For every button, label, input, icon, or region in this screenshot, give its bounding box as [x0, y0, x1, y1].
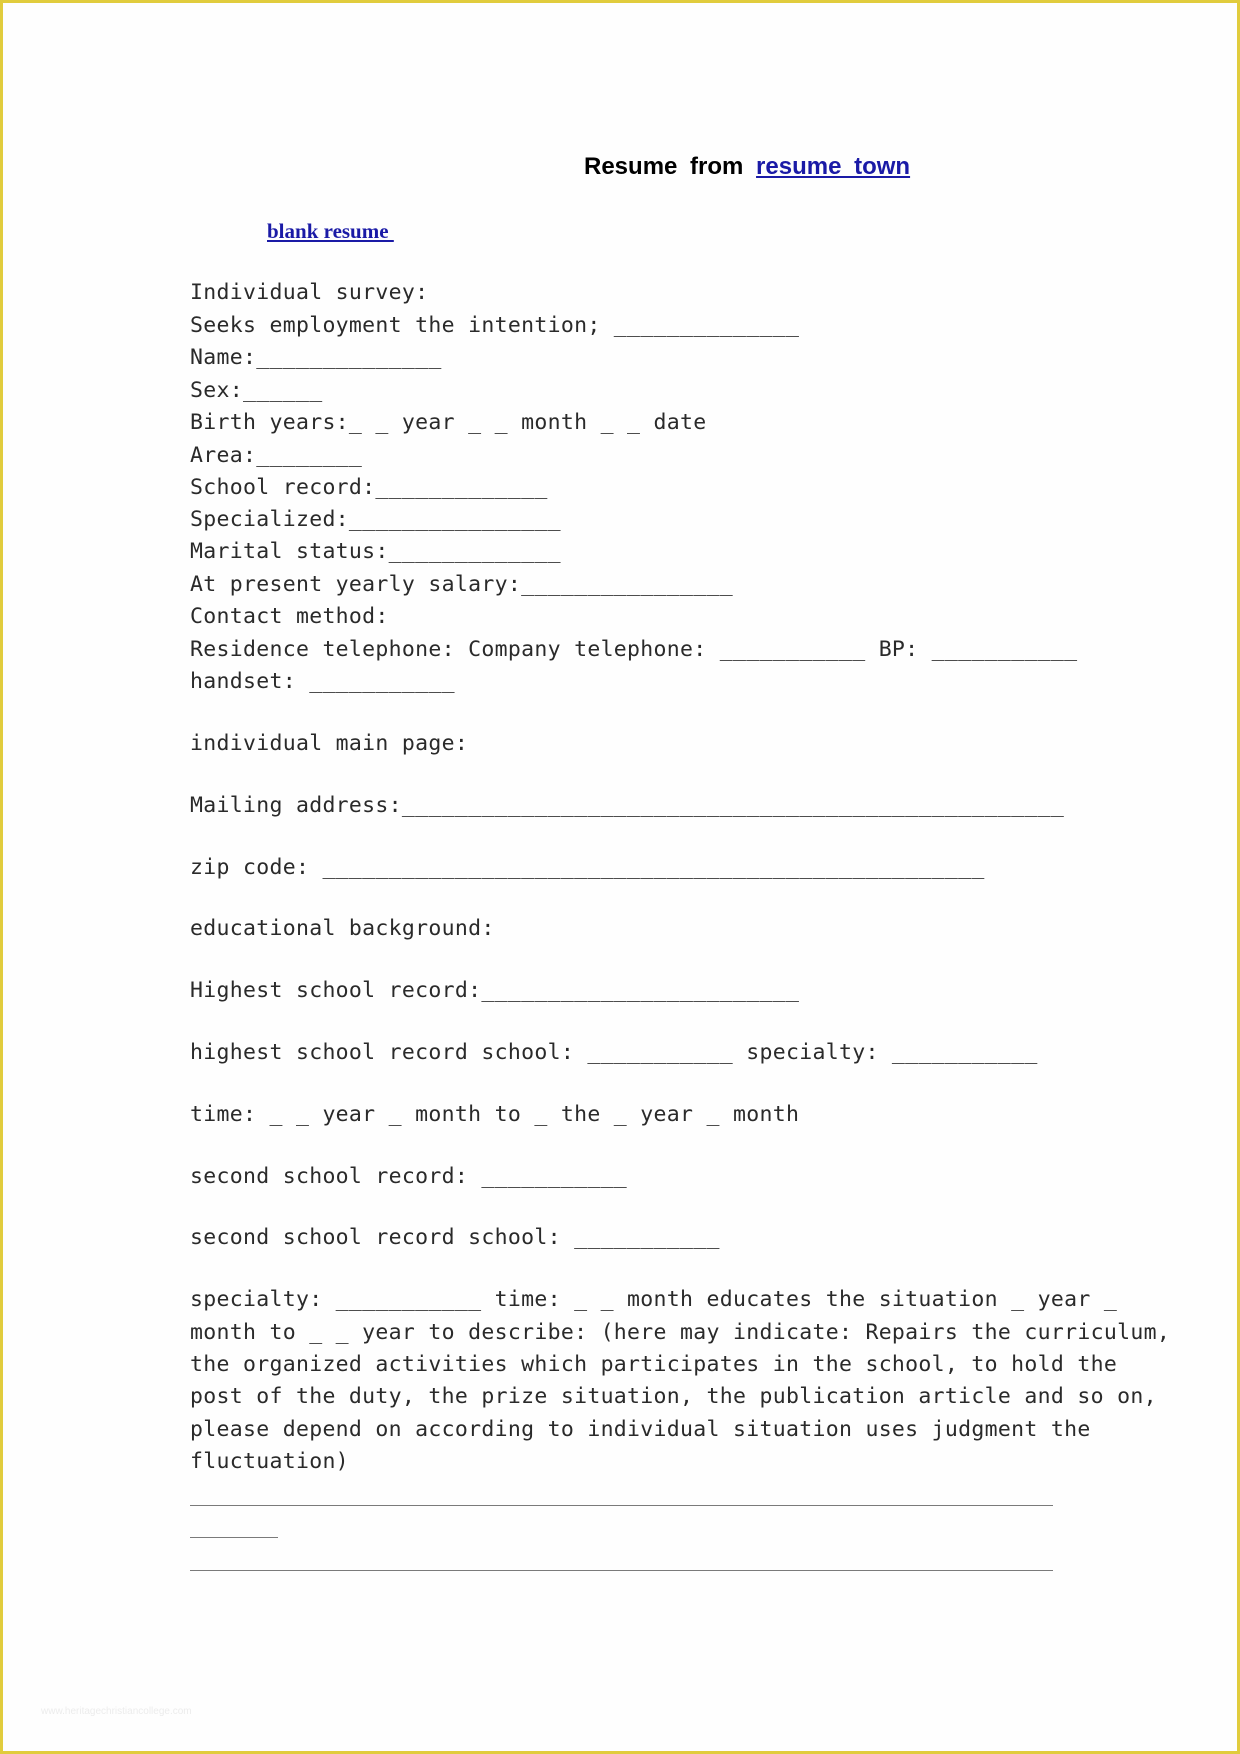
page-title: [584, 153, 910, 181]
text-line-specialized: Specialized:________________: [190, 507, 561, 532]
text-line-highest-school-record: Highest school record:________________________: [190, 978, 800, 1003]
text-line-duty: post of the duty, the prize situation, the publication article and so on,: [190, 1384, 1157, 1409]
text-line-situation: please depend on according to individual situation uses judgment the: [190, 1417, 1091, 1442]
text-line-contact-method: Contact method:: [190, 604, 389, 629]
text-line-fluctuation: fluctuation): [190, 1449, 349, 1474]
text-line-telephones: Residence telephone: Company telephone: ___________ BP: ___________: [190, 637, 1078, 662]
text-line-name: Name:______________: [190, 345, 442, 370]
text-line-highest-school: highest school record school: ___________ specialty: ___________: [190, 1040, 1038, 1065]
text-line-second-school-record: second school record: ___________: [190, 1164, 628, 1189]
text-line-specialty-time: specialty: ___________ time: _ _ month educates the situation _ year _: [190, 1287, 1118, 1312]
text-line-yearly-salary: At present yearly salary:________________: [190, 572, 734, 597]
text-line-individual-survey: Individual survey:: [190, 280, 429, 305]
text-line-sex: Sex:______: [190, 378, 323, 403]
text-line-educational-background: educational background:: [190, 916, 495, 941]
watermark-text: www.heritagechristiancollege.com: [41, 1706, 192, 1717]
blank-rule-1: [190, 1505, 1053, 1506]
text-line-activities: the organized activities which participates in the school, to hold the: [190, 1352, 1118, 1377]
text-line-handset: handset: ___________: [190, 669, 455, 694]
title-prefix: Resume from: [584, 153, 744, 180]
text-line-mailing-address: Mailing address:__________________________________________________: [190, 793, 1065, 818]
text-line-time: time: _ _ year _ month to _ the _ year _ month: [190, 1102, 800, 1127]
text-line-zip-code: zip code: __________________________________________________: [190, 855, 985, 880]
text-line-main-page: individual main page:: [190, 731, 469, 756]
text-line-seeks-employment: Seeks employment the intention; ______________: [190, 313, 800, 338]
text-line-describe: month to _ _ year to describe: (here may indicate: Repairs the curriculum,: [190, 1320, 1171, 1345]
blank-rule-2: [190, 1537, 278, 1538]
text-line-area: Area:________: [190, 443, 363, 468]
text-line-school-record: School record:_____________: [190, 475, 548, 500]
blank-resume-link[interactable]: blank resume: [267, 219, 394, 243]
text-line-second-school: second school record school: ___________: [190, 1225, 720, 1250]
blank-rule-3: [190, 1570, 1053, 1571]
resume-town-link[interactable]: resume town: [756, 153, 911, 180]
text-line-marital-status: Marital status:_____________: [190, 539, 561, 564]
text-line-birth-years: Birth years:_ _ year _ _ month _ _ date: [190, 410, 707, 435]
